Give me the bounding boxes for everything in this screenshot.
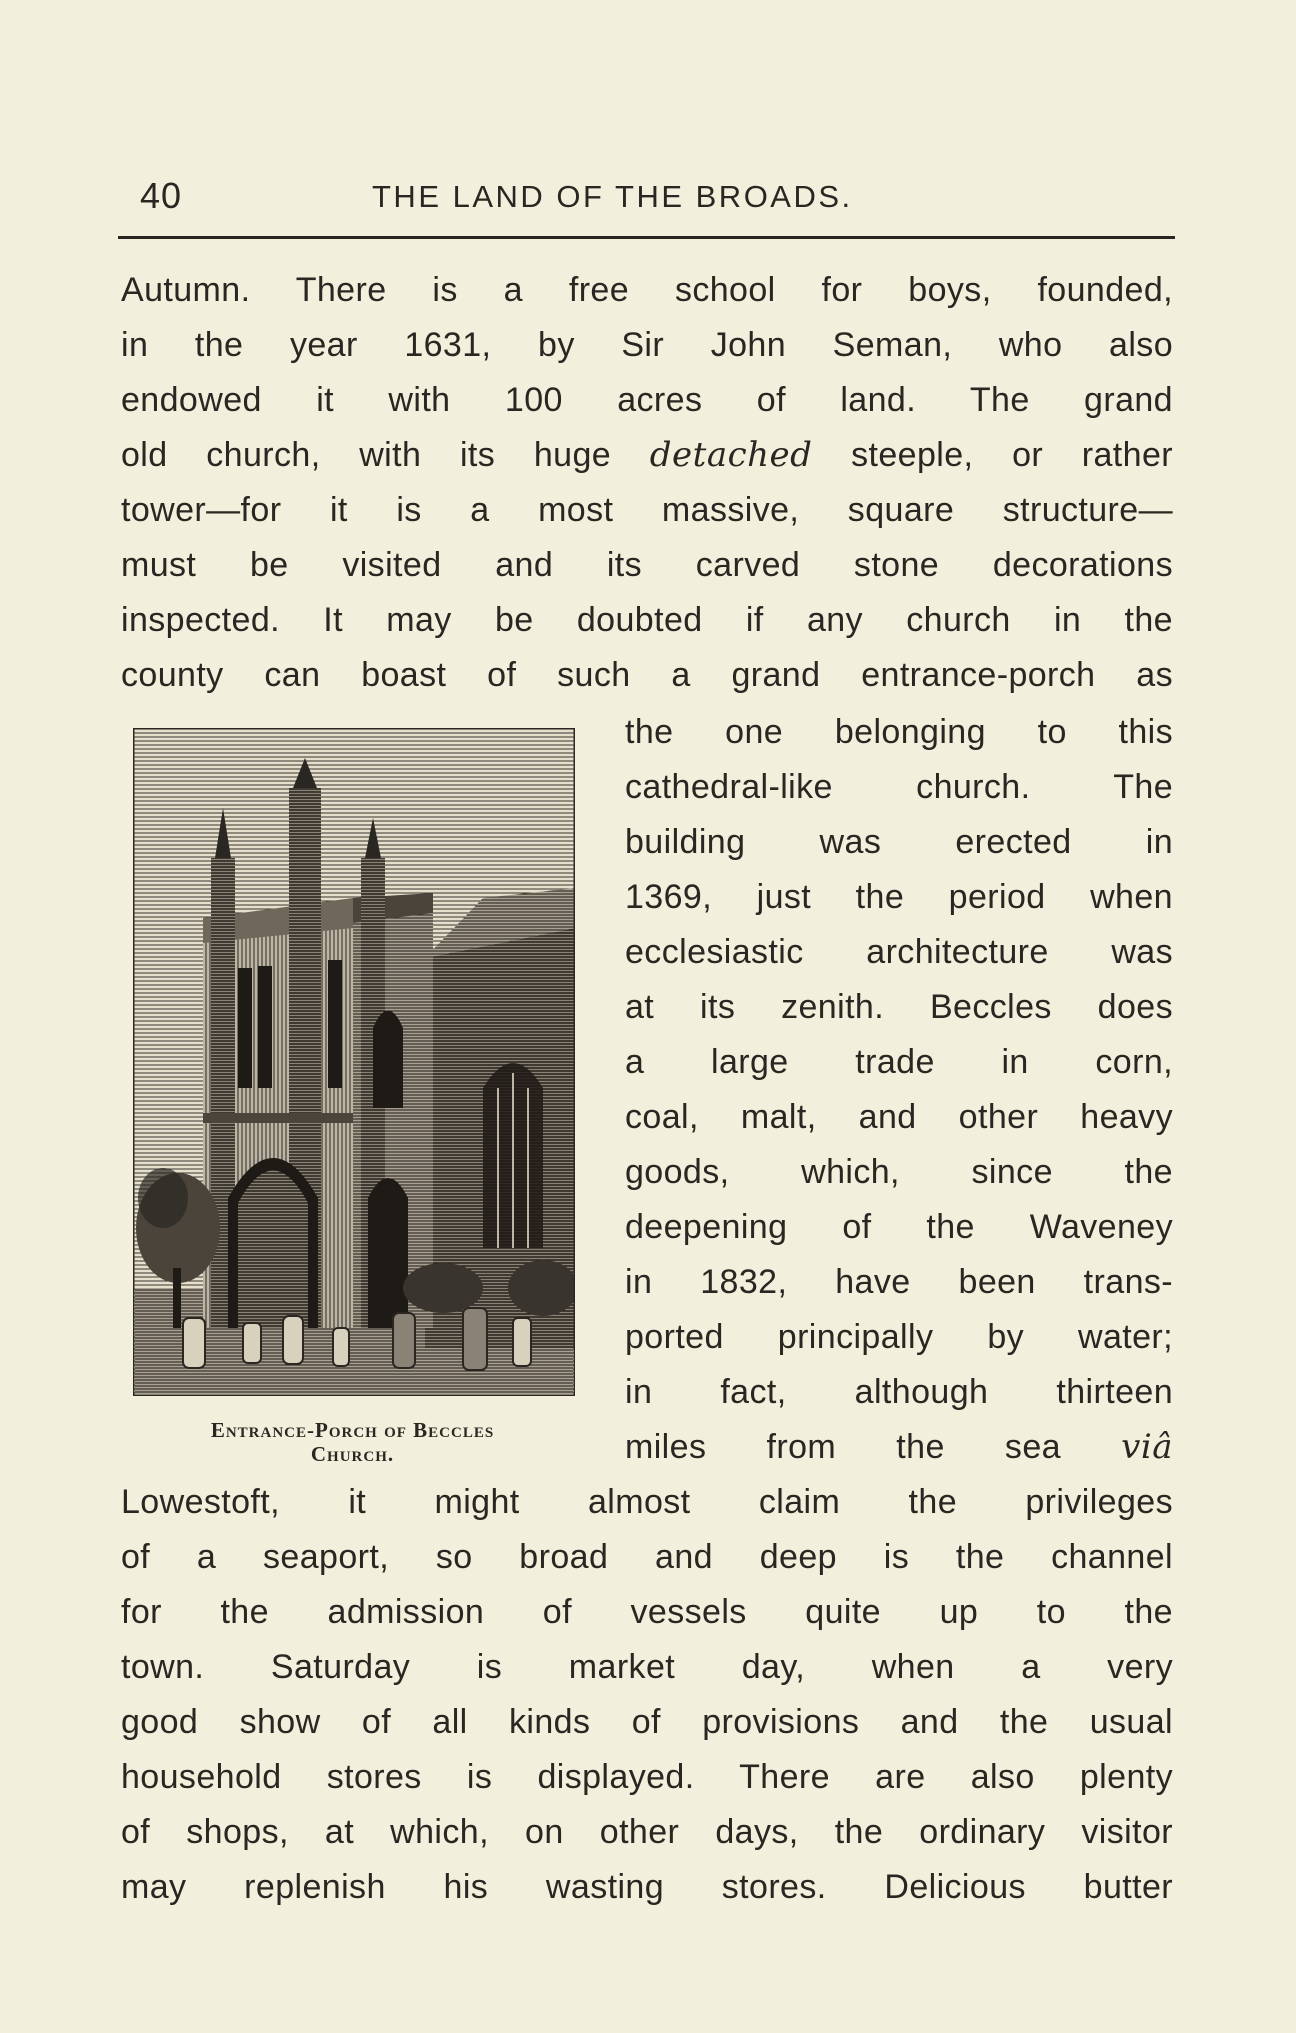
text-line: ported principally by water; bbox=[625, 1318, 1173, 1356]
text-line: a large trade in corn, bbox=[625, 1043, 1173, 1081]
text-line-with-emphasis bbox=[121, 435, 1173, 477]
text-line: deepening of the Waveney bbox=[625, 1208, 1173, 1246]
text-line: in 1832, have been trans- bbox=[625, 1263, 1173, 1301]
text-line: town. Saturday is market day, when a very bbox=[121, 1648, 1173, 1686]
text-line: of shops, at which, on other days, the ordinary visitor bbox=[121, 1813, 1173, 1851]
text-line: 1369, just the period when bbox=[625, 878, 1173, 916]
text-line: goods, which, since the bbox=[625, 1153, 1173, 1191]
church-porch-illustration bbox=[133, 728, 575, 1396]
emphasized-word: detached bbox=[649, 435, 813, 475]
text-line: Autumn. There is a free school for boys, founded, bbox=[121, 271, 1173, 309]
text-line: endowed it with 100 acres of land. The grand bbox=[121, 381, 1173, 419]
text-line: at its zenith. Beccles does bbox=[625, 988, 1173, 1026]
text-line-with-emphasis bbox=[625, 1427, 1173, 1469]
text-line: cathedral-like church. The bbox=[625, 768, 1173, 806]
text-line: coal, malt, and other heavy bbox=[625, 1098, 1173, 1136]
text-line: must be visited and its carved stone decorations bbox=[121, 546, 1173, 584]
text-line: ecclesiastic architecture was bbox=[625, 933, 1173, 971]
text-line: county can boast of such a grand entrance-porch as bbox=[121, 656, 1173, 694]
text-segment: miles from the sea bbox=[625, 1428, 1061, 1466]
text-line: of a seaport, so broad and deep is the channel bbox=[121, 1538, 1173, 1576]
text-line: tower—for it is a most massive, square structure— bbox=[121, 491, 1173, 529]
text-line: household stores is displayed. There are also plenty bbox=[121, 1758, 1173, 1796]
text-line: in the year 1631, by Sir John Seman, who also bbox=[121, 326, 1173, 364]
text-line: may replenish his wasting stores. Delicious butter bbox=[121, 1868, 1173, 1906]
figure-caption-line-2: Church. bbox=[310, 1442, 395, 1466]
page-number: 40 bbox=[140, 175, 183, 216]
emphasized-word: viâ bbox=[1121, 1427, 1173, 1467]
text-line: in fact, although thirteen bbox=[625, 1373, 1173, 1411]
header-rule bbox=[118, 236, 1175, 239]
running-head bbox=[140, 175, 1175, 225]
text-line: for the admission of vessels quite up to the bbox=[121, 1593, 1173, 1631]
text-line: building was erected in bbox=[625, 823, 1173, 861]
text-line: Lowestoft, it might almost claim the privileges bbox=[121, 1483, 1173, 1521]
text-segment: old church, with its huge bbox=[121, 436, 612, 474]
text-segment: steeple, or rather bbox=[851, 436, 1173, 474]
running-title: THE LAND OF THE BROADS. bbox=[372, 179, 853, 214]
text-line: the one belonging to this bbox=[625, 713, 1173, 751]
text-line: good show of all kinds of provisions and the usual bbox=[121, 1703, 1173, 1741]
figure-caption-line-1: Entrance-Porch of Beccles bbox=[210, 1418, 495, 1442]
text-line: inspected. It may be doubted if any church in the bbox=[121, 601, 1173, 639]
